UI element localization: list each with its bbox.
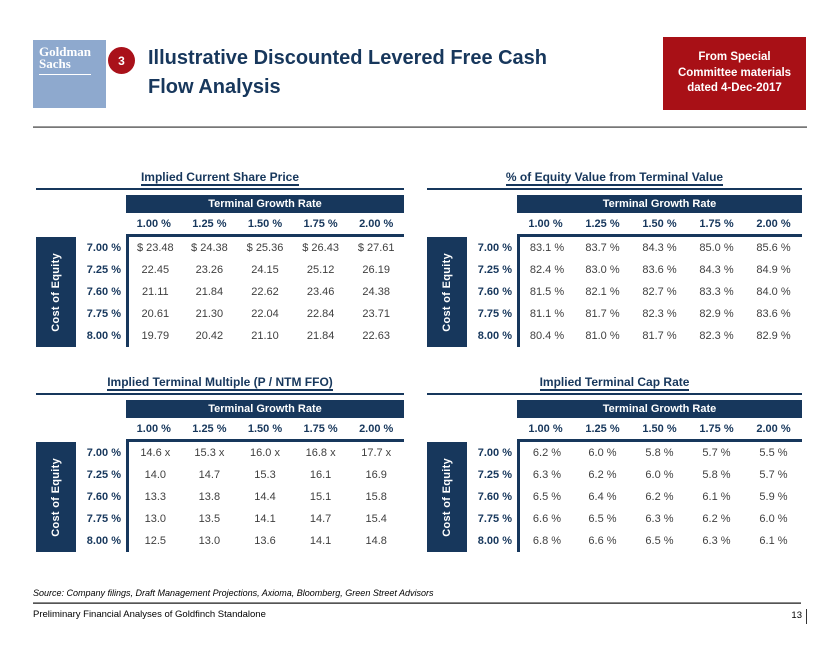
data-cell: 80.4 %	[517, 325, 574, 347]
data-cell: 6.2 %	[517, 442, 574, 464]
table-title: Implied Terminal Multiple (P / NTM FFO)	[107, 375, 333, 389]
data-cell: 6.2 %	[588, 469, 617, 481]
data-cell: 22.45	[126, 259, 182, 281]
sensitivity-table	[36, 168, 404, 347]
data-cell: 23.46	[306, 286, 335, 298]
data-cell: 13.3	[126, 486, 182, 508]
row-group-header-label: Cost of Equity	[50, 252, 62, 332]
row-header: 7.60 %	[86, 286, 121, 298]
row-header: 7.60 %	[477, 491, 512, 503]
data-cell: 6.6 %	[588, 535, 617, 547]
column-group-header: Terminal Growth Rate	[126, 195, 404, 213]
row-group-header	[427, 237, 467, 347]
footer-label: Preliminary Financial Analyses of Goldfinch Standalone	[33, 609, 266, 620]
column-group-header: Terminal Growth Rate	[517, 400, 802, 418]
column-header: 1.75 %	[688, 418, 745, 442]
data-cell: 6.0 %	[588, 447, 617, 459]
data-cell: 82.9 %	[699, 308, 734, 320]
column-header: 1.25 %	[574, 418, 631, 442]
data-cell: 14.8	[365, 535, 387, 547]
row-header: 7.00 %	[477, 447, 512, 459]
table-title-rule	[427, 373, 802, 395]
data-cell: 6.5 %	[588, 513, 617, 525]
data-cell: 20.61	[126, 303, 182, 325]
data-cell: 6.0 %	[645, 469, 674, 481]
row-header: 7.25 %	[477, 469, 512, 481]
data-cell: 6.8 %	[517, 530, 574, 552]
table-title-rule	[36, 373, 404, 395]
row-group-header	[427, 442, 467, 552]
data-cell: 14.0	[126, 464, 182, 486]
data-cell: 83.1 %	[517, 237, 574, 259]
data-cell: 83.3 %	[699, 286, 734, 298]
column-header: 1.00 %	[517, 418, 574, 442]
row-header: 7.75 %	[477, 308, 512, 320]
data-cell: 15.4	[365, 513, 387, 525]
row-group-header	[36, 237, 76, 347]
data-cell: 21.10	[251, 330, 279, 342]
row-header: 7.75 %	[86, 513, 121, 525]
column-header: 1.00 %	[517, 213, 574, 237]
table-title: Implied Current Share Price	[140, 170, 300, 184]
data-cell: 21.84	[195, 286, 224, 298]
sensitivity-matrix	[36, 400, 404, 552]
data-cell: 14.7	[309, 513, 332, 525]
column-header: 2.00 %	[745, 418, 802, 442]
row-header: 7.75 %	[86, 308, 121, 320]
data-cell: 12.5	[126, 530, 182, 552]
data-cell: 21.30	[195, 308, 224, 320]
data-cell: 16.9	[365, 469, 387, 481]
column-header: 1.00 %	[126, 213, 182, 237]
slide-number-badge: 3	[108, 47, 135, 74]
column-group-header: Terminal Growth Rate	[517, 195, 802, 213]
row-header: 8.00 %	[86, 330, 121, 342]
data-cell: 5.8 %	[702, 469, 731, 481]
data-cell: 5.9 %	[759, 491, 788, 503]
data-cell: 85.0 %	[699, 242, 734, 254]
column-header: 2.00 %	[348, 213, 404, 237]
table-title-rule	[36, 168, 404, 190]
goldman-sachs-logo	[33, 40, 106, 108]
row-header: 7.25 %	[86, 264, 121, 276]
column-group-header: Terminal Growth Rate	[126, 400, 404, 418]
footer	[33, 609, 807, 624]
logo-line-2: Sachs	[39, 56, 71, 72]
column-header: 1.50 %	[237, 418, 293, 442]
data-cell: 6.4 %	[588, 491, 617, 503]
column-header: 2.00 %	[745, 213, 802, 237]
sensitivity-matrix	[427, 400, 802, 552]
data-cell: 22.63	[362, 330, 390, 342]
column-header: 1.50 %	[631, 213, 688, 237]
column-header: 1.75 %	[293, 418, 349, 442]
data-cell: 26.19	[362, 264, 390, 276]
data-cell: 13.5	[198, 513, 221, 525]
data-cell: 84.9 %	[756, 264, 791, 276]
data-cell: $ 27.61	[357, 242, 395, 254]
table-title: % of Equity Value from Terminal Value	[505, 170, 724, 184]
special-committee-callout	[663, 37, 806, 110]
data-cell: $ 23.48	[126, 237, 182, 259]
data-cell: 6.3 %	[702, 535, 731, 547]
row-header: 7.00 %	[86, 447, 121, 459]
column-header: 1.25 %	[182, 213, 238, 237]
data-cell: 82.1 %	[585, 286, 620, 298]
data-cell: 23.71	[362, 308, 390, 320]
source-note: Source: Company filings, Draft Management Projections, Axioma, Bloomberg, Green Street Advisors	[33, 588, 434, 598]
data-cell: 15.3 x	[194, 447, 225, 459]
page-number: 13	[787, 609, 807, 624]
data-cell: 5.5 %	[759, 447, 788, 459]
sensitivity-matrix	[427, 195, 802, 347]
data-cell: 14.4	[254, 491, 276, 503]
row-header: 7.75 %	[477, 513, 512, 525]
data-cell: 19.79	[126, 325, 182, 347]
footer-divider	[33, 602, 801, 604]
data-cell: 24.15	[251, 264, 279, 276]
data-cell: 22.04	[251, 308, 279, 320]
data-cell: 20.42	[195, 330, 224, 342]
data-cell: $ 25.36	[246, 242, 284, 254]
row-group-header	[36, 442, 76, 552]
row-group-header-label: Cost of Equity	[441, 457, 453, 537]
page-title-line-2: Flow Analysis	[148, 76, 281, 98]
data-cell: 14.1	[309, 535, 332, 547]
data-cell: 22.62	[251, 286, 279, 298]
data-cell: 5.8 %	[645, 447, 674, 459]
data-cell: 16.8 x	[305, 447, 336, 459]
column-header: 1.25 %	[574, 213, 631, 237]
data-cell: 14.7	[198, 469, 221, 481]
data-cell: 82.3 %	[642, 308, 677, 320]
data-cell: 81.5 %	[517, 281, 574, 303]
row-header: 7.25 %	[86, 469, 121, 481]
data-cell: 5.7 %	[702, 447, 731, 459]
data-cell: 6.6 %	[517, 508, 574, 530]
data-cell: 13.0	[198, 535, 221, 547]
data-cell: 6.2 %	[702, 513, 731, 525]
data-cell: 6.3 %	[517, 464, 574, 486]
logo-line-1: Goldman	[39, 44, 92, 59]
data-cell: 6.5 %	[645, 535, 674, 547]
data-cell: 16.0 x	[250, 447, 280, 459]
column-header: 1.25 %	[182, 418, 238, 442]
row-header: 7.25 %	[477, 264, 512, 276]
data-cell: $ 26.43	[302, 242, 339, 254]
data-cell: 83.7 %	[585, 242, 620, 254]
header-divider	[33, 126, 807, 128]
row-header: 7.00 %	[86, 242, 121, 254]
sensitivity-matrix	[36, 195, 404, 347]
data-cell: 6.1 %	[702, 491, 731, 503]
data-cell: 14.1	[254, 513, 276, 525]
data-cell: 21.11	[126, 281, 182, 303]
goldman-sachs-logo-text	[39, 46, 91, 75]
row-group-header-label: Cost of Equity	[441, 252, 453, 332]
sensitivity-table	[427, 373, 802, 552]
callout-line-1: From Special	[698, 51, 771, 64]
data-cell: 84.3 %	[642, 242, 677, 254]
data-cell: 81.0 %	[585, 330, 620, 342]
column-header: 2.00 %	[348, 418, 404, 442]
data-cell: 22.84	[306, 308, 335, 320]
page-title	[148, 44, 648, 102]
data-cell: 13.8	[198, 491, 221, 503]
data-cell: 85.6 %	[756, 242, 791, 254]
data-cell: 83.6 %	[642, 264, 677, 276]
data-cell: 13.0	[126, 508, 182, 530]
data-cell: 82.9 %	[756, 330, 791, 342]
data-cell: 84.0 %	[756, 286, 791, 298]
data-cell: 15.1	[309, 491, 332, 503]
row-header: 7.60 %	[477, 286, 512, 298]
data-cell: 82.7 %	[642, 286, 677, 298]
data-cell: 6.1 %	[759, 535, 788, 547]
data-cell: 13.6	[254, 535, 276, 547]
data-cell: 6.5 %	[517, 486, 574, 508]
table-title: Implied Terminal Cap Rate	[539, 375, 690, 389]
row-group-header-label: Cost of Equity	[50, 457, 62, 537]
data-cell: 82.3 %	[699, 330, 734, 342]
data-cell: 21.84	[306, 330, 335, 342]
column-header: 1.75 %	[293, 213, 349, 237]
data-cell: 25.12	[306, 264, 335, 276]
row-header: 8.00 %	[86, 535, 121, 547]
data-cell: 81.7 %	[642, 330, 677, 342]
data-cell: 6.2 %	[645, 491, 674, 503]
row-header: 7.00 %	[477, 242, 512, 254]
column-header: 1.50 %	[237, 213, 293, 237]
data-cell: 6.0 %	[759, 513, 788, 525]
data-cell: 81.7 %	[585, 308, 620, 320]
data-cell: 82.4 %	[517, 259, 574, 281]
data-cell: 84.3 %	[699, 264, 734, 276]
data-cell: 83.6 %	[756, 308, 791, 320]
column-header: 1.50 %	[631, 418, 688, 442]
row-header: 8.00 %	[477, 535, 512, 547]
data-cell: 23.26	[195, 264, 224, 276]
data-cell: 14.6 x	[126, 442, 182, 464]
sensitivity-table	[427, 168, 802, 347]
data-cell: 5.7 %	[759, 469, 788, 481]
data-cell: 15.8	[365, 491, 387, 503]
callout-line-2: Committee materials	[677, 66, 792, 79]
data-cell: 15.3	[254, 469, 276, 481]
data-cell: 81.1 %	[517, 303, 574, 325]
data-cell: 17.7 x	[361, 447, 392, 459]
page-title-line-1: Illustrative Discounted Levered Free Cash	[148, 47, 548, 69]
row-header: 8.00 %	[477, 330, 512, 342]
data-cell: 6.3 %	[645, 513, 674, 525]
data-cell: 16.1	[309, 469, 332, 481]
sensitivity-table	[36, 373, 404, 552]
row-header: 7.60 %	[86, 491, 121, 503]
column-header: 1.75 %	[688, 213, 745, 237]
data-cell: $ 24.38	[191, 242, 228, 254]
column-header: 1.00 %	[126, 418, 182, 442]
data-cell: 24.38	[362, 286, 390, 298]
data-cell: 83.0 %	[585, 264, 620, 276]
table-title-rule	[427, 168, 802, 190]
callout-line-3: dated 4-Dec-2017	[687, 82, 782, 95]
